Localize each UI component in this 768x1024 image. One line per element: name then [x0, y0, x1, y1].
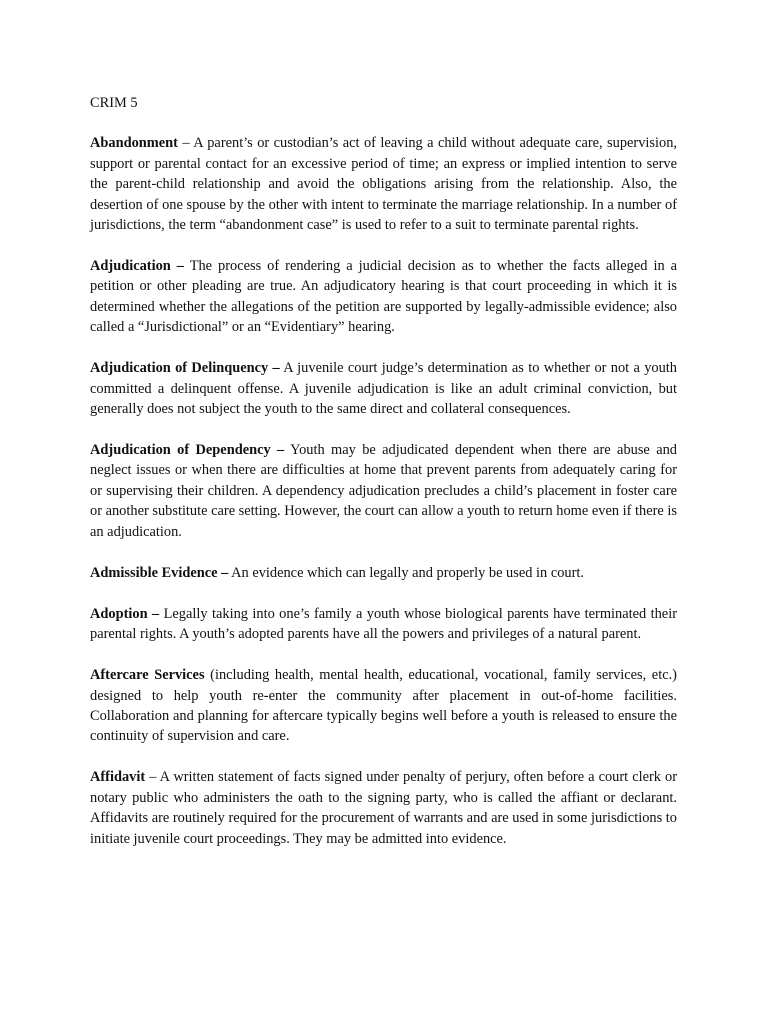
entry-term: Adjudication –: [90, 258, 184, 275]
entry-separator: –: [145, 769, 160, 786]
entry-definition: An evidence which can legally and properly be used in court.: [231, 564, 584, 581]
entry-definition: A parent’s or custodian’s act of leaving a child without adequate care, supervision, support or parental contact for an excessive period of time; an express or implied intention to serve the parent-child relationship and avoid the obligations arising from the relationship. Also, the desertion of one spouse by the other with intent to terminate the marriage relationship. In a number of jurisdictions, the term “abandonment case” is used to refer to a suit to terminate parental rights.: [90, 135, 677, 234]
entry-term: Aftercare Services: [90, 667, 205, 684]
entry-term: Abandonment: [90, 135, 178, 152]
entry-term: Admissible Evidence –: [90, 564, 229, 581]
glossary-entry-adoption: [90, 604, 677, 645]
glossary-entry-affidavit: [90, 767, 677, 849]
entry-definition: Youth may be adjudicated dependent when there are abuse and neglect issues or when there are difficulties at home that prevent parents from adequately caring for or supervising their children. A dependency adjudication precludes a child’s placement in foster care or another substitute care setting. However, the court can allow a youth to return home even if there is an adjudication.: [90, 442, 677, 540]
entry-separator: –: [177, 135, 194, 152]
entry-term: Adjudication of Dependency –: [90, 442, 285, 459]
document-page: [90, 93, 677, 870]
entry-term: Affidavit: [90, 769, 146, 786]
glossary-entry-adjudication-of-dependency: [90, 440, 677, 542]
entry-definition: A juvenile court judge’s determination as to whether or not a youth committed a delinquent offense. A juvenile adjudication is like an adult criminal conviction, but generally does not subject the youth to the same direct and collateral consequences.: [90, 360, 677, 418]
glossary-entry-aftercare-services: [90, 665, 677, 747]
entry-definition: A written statement of facts signed under penalty of perjury, often before a court clerk or notary public who administers the oath to the signing party, who is called the affiant or declarant. Affidavits are routinely required for the procurement of warrants and are used in some jurisdictions to initiate juvenile court proceedings. They may be admitted into evidence.: [90, 769, 677, 847]
entry-definition: Legally taking into one’s family a youth whose biological parents have terminated their parental rights. A youth’s adopted parents have all the powers and privileges of a natural parent.: [90, 605, 677, 643]
glossary-entry-admissible-evidence: [90, 563, 677, 583]
entry-definition: The process of rendering a judicial decision as to whether the facts alleged in a petition or other pleading are true. An adjudicatory hearing is that court proceeding in which it is determined whether the allegations of the petition are supported by legally-admissible evidence; also called a “Jurisdictional” or an “Evidentiary” hearing.: [90, 258, 678, 336]
entry-term: Adjudication of Delinquency –: [90, 360, 280, 377]
entry-definition: (including health, mental health, educational, vocational, family services, etc.) designed to help youth re-enter the community after placement in out-of-home facilities. Collaboration and planning for aftercare typically begins well before a youth is released to ensure the continuity of supervision and care.: [90, 667, 677, 745]
glossary-entry-adjudication: [90, 256, 677, 338]
document-title: CRIM 5: [90, 95, 138, 111]
glossary-entry-abandonment: [90, 133, 677, 235]
glossary-entry-adjudication-of-delinquency: [90, 358, 677, 419]
entry-term: Adoption –: [90, 605, 160, 622]
